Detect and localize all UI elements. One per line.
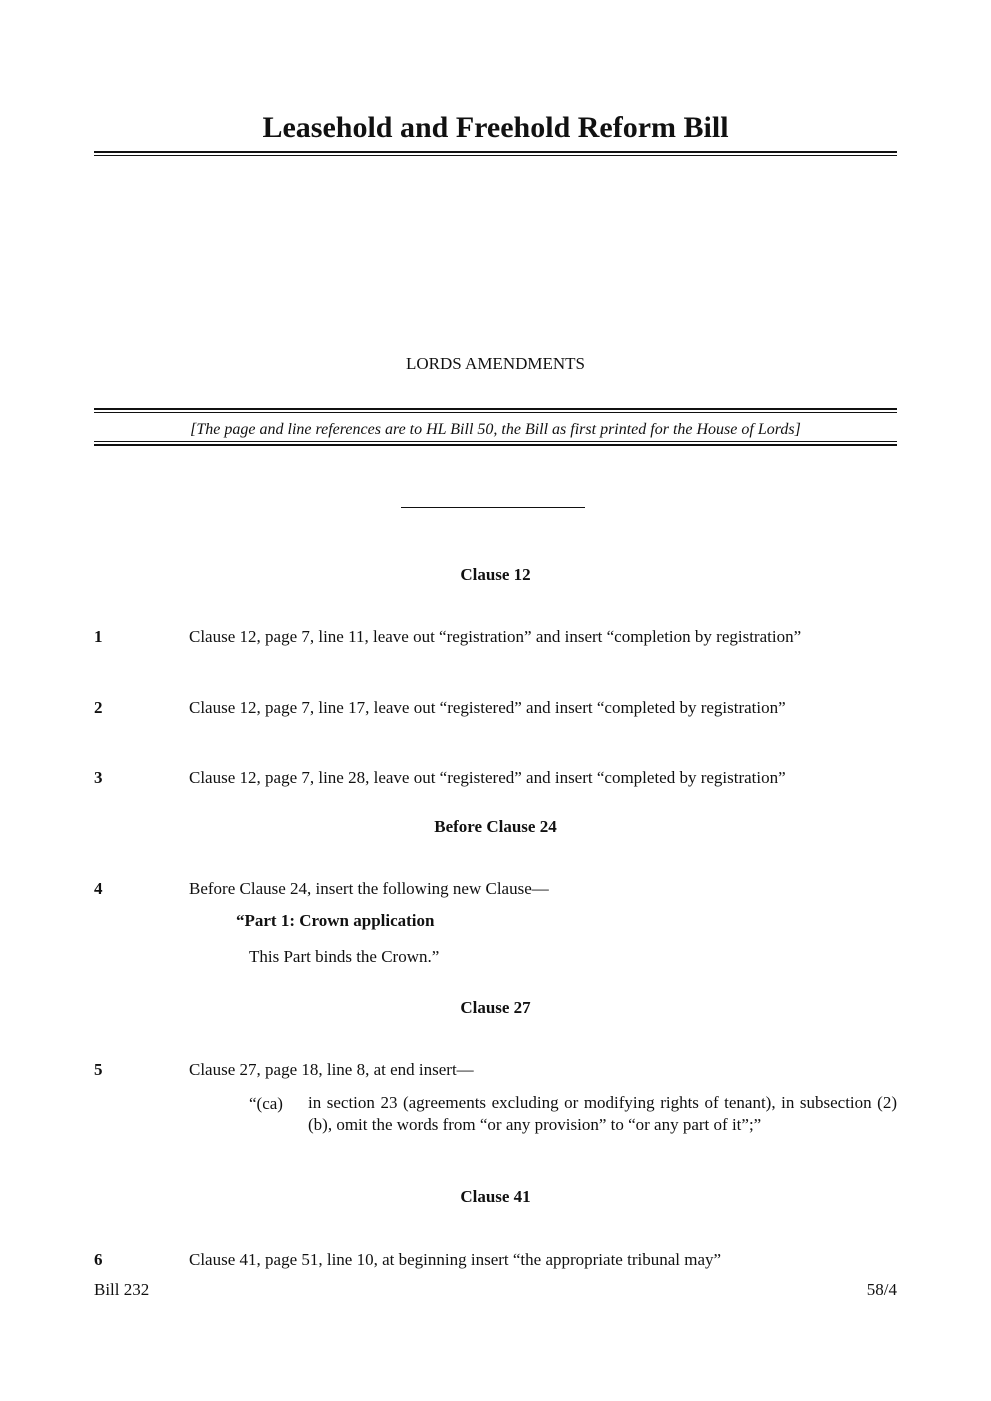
heading-clause-41: Clause 41 [460,1187,531,1206]
amendment-text: Clause 12, page 7, line 11, leave out “registration” and insert “completion by registration” [189,627,802,646]
note-rule-top-thin [94,412,897,413]
separator-rule [401,507,585,508]
note-rule-bottom [94,444,897,446]
amendment-number: 5 [94,1060,103,1079]
reference-note: [The page and line references are to HL Bill 50, the Bill as first printed for the House of Lords] [190,421,801,438]
amendment-number: 1 [94,627,103,646]
amendment-text: Clause 12, page 7, line 17, leave out “registered” and insert “completed by registration” [189,698,786,717]
amendment-text: Clause 27, page 18, line 8, at end insert— [189,1060,474,1079]
amendment-text: Clause 41, page 51, line 10, at beginning insert “the appropriate tribunal may” [189,1250,722,1269]
title-rule-top [94,151,897,153]
note-rule-top [94,408,897,410]
paragraph-label: “(ca) [249,1094,283,1113]
amendment-number: 4 [94,879,103,898]
footer-bill-number: Bill 232 [94,1280,150,1299]
heading-clause-27: Clause 27 [460,998,531,1017]
heading-before-clause-24: Before Clause 24 [434,817,557,836]
title-rule-bottom [94,155,897,156]
amendment-number: 2 [94,698,103,717]
paragraph-text: in section 23 (agreements excluding or modifying rights of tenant), in subsection (2)(b), omit the words from “or any provision” to “or any part of it”;” [308,1093,897,1134]
amendment-text: Before Clause 24, insert the following new Clause— [189,879,549,898]
amendment-text: Clause 12, page 7, line 28, leave out “registered” and insert “completed by registration” [189,768,786,787]
bill-title: Leasehold and Freehold Reform Bill [262,111,729,144]
amendment-number: 3 [94,768,103,787]
footer-reference: 58/4 [866,1280,897,1299]
note-rule-bottom-thin [94,441,897,442]
new-clause-body: This Part binds the Crown.” [249,947,440,966]
heading-clause-12: Clause 12 [460,565,531,584]
amendment-number: 6 [94,1250,103,1269]
new-clause-heading: “Part 1: Crown application [236,911,435,930]
document-subtitle: LORDS AMENDMENTS [406,354,585,373]
